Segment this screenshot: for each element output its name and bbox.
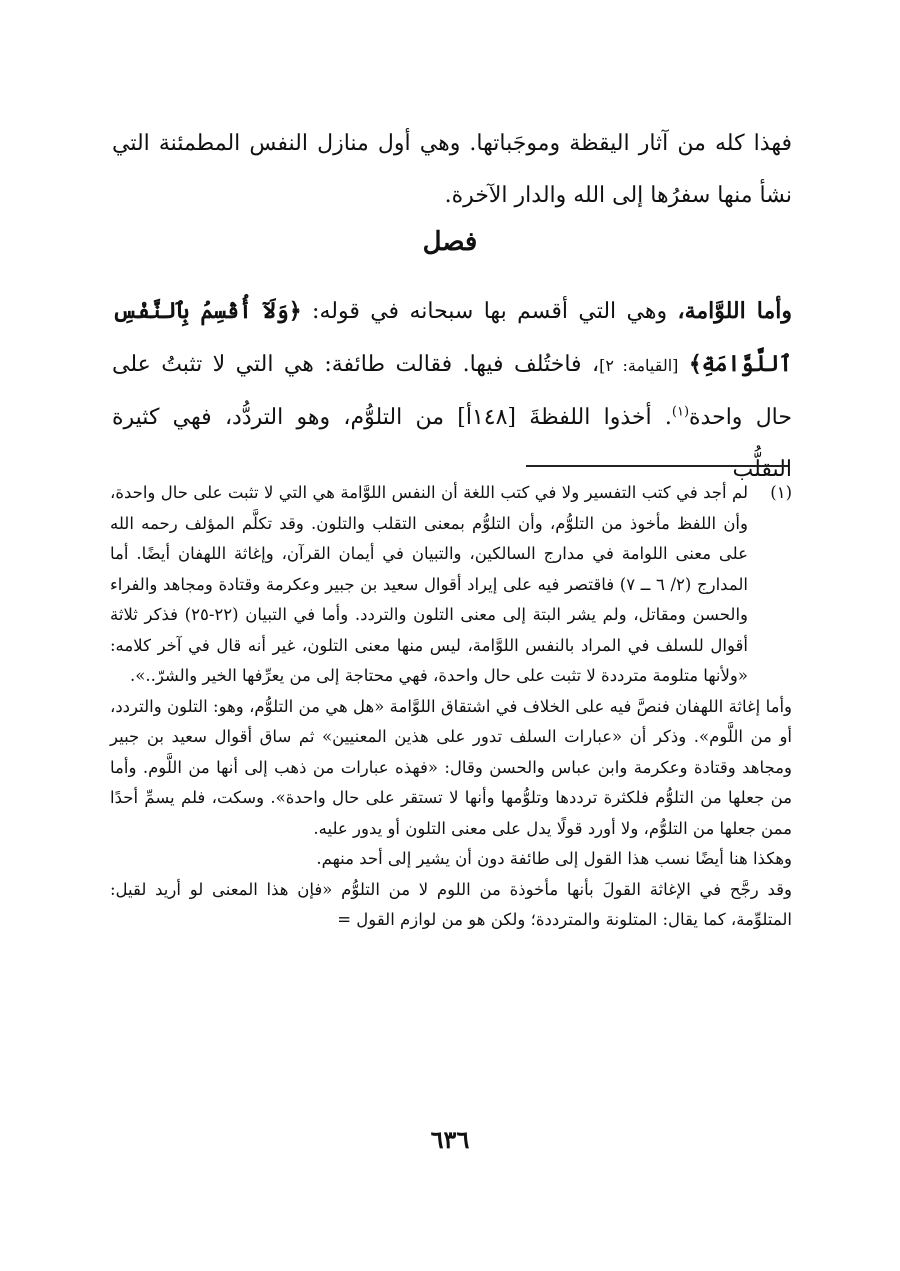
paragraph-text: ، فاختُلف فيها. فقالت طائفة: هي التي لا تثبتُ على حال واحدة	[112, 352, 792, 430]
footnote-number: (١)	[770, 483, 792, 502]
paragraph-text: . أخذوا اللفظةَ [١٤٨أ] من التلوُّم، وهو التردُّد، فهي كثيرة التقلُّب	[112, 405, 792, 482]
footnote-separator	[526, 465, 788, 467]
footnote-paragraph: لم أجد في كتب التفسير ولا في كتب اللغة أن النفس اللوَّامة هي التي لا تثبت على حال واحدة، وأن اللفظ مأخوذ من التلوُّم، وأن التلوُّم بمعنى التقلب والتلون. وقد تكلَّم المؤلف رحمه الله على معنى اللوامة في مدارج السالكين، والتبيان في أيمان القرآن، وإغاثة اللهفان أيضًا. أما المدارج (٢/ ٦ ــ ٧) فاقتصر فيه على إيراد أقوال سعيد بن جبير وعكرمة وقتادة ومجاهد والفراء والحسن ومقاتل، ولم يشر البتة إلى معنى التلون والتردد. وأما في التبيان (٢٢-٢٥) فذكر ثلاثة أقوال للسلف في المراد بالنفس اللوَّامة، ليس منها معنى التلون، غير أنه قال في آخر كلامه: «ولأنها متلومة مترددة لا تثبت على حال واحدة، فهي محتاجة إلى من يعرِّفها الخير والشرّ..».	[110, 483, 749, 685]
footnote	[110, 478, 792, 692]
footnotes	[110, 478, 792, 936]
page-number: ٦٣٦	[430, 1125, 470, 1154]
footnote-paragraph: وقد رجَّح في الإغاثة القولَ بأنها مأخوذة من اللوم لا من التلوُّم «فإن هذا المعنى لو أريد لقيل: المتلوِّمة، كما يقال: المتلونة والمترددة؛ ولكن هو من لوازم القول =	[110, 879, 792, 929]
footnote-reference[interactable]: (١)	[671, 404, 690, 420]
paragraph-text: وهي التي أقسم بها سبحانه في قوله:	[301, 299, 678, 324]
verse-citation: [القيامة: ٢]	[599, 356, 679, 375]
footnote-paragraph: وهكذا هنا أيضًا نسب هذا القول إلى طائفة دون أن يشير إلى أحد منهم.	[316, 849, 792, 868]
paragraph-lead: وأما اللوَّامة،	[677, 298, 792, 324]
quran-verse: ﴿وَلَآ أُقْسِمُ بِٱلنَّفْسِ ٱللَّوَّامَةِ﴾	[112, 298, 792, 377]
body-paragraph: فهذا كله من آثار اليقظة وموجَباتها. وهي أول منازل النفس المطمئنة التي نشأ منها سفرُها إلى الله والدار الآخرة.	[112, 131, 792, 208]
footnote-paragraph: وأما إغاثة اللهفان فنصَّ فيه على الخلاف في اشتقاق اللوَّامة «هل هي من التلوُّم، وهو: التلون والتردد، أو من اللَّوم». وذكر أن «عبارات السلف تدور على هذين المعنيين» ثم ساق أقوال سعيد بن جبير ومجاهد وقتادة وعكرمة وابن عباس والحسن وقال: «فهذه عبارات من ذهب إلى أنها من اللَّوم. وأما من جعلها من التلوُّم فلكثرة ترددها وتلوُّمها وأنها لا تستقر على حال واحدة». وسكت، فلم يسمِّ أحدًا ممن جعلها من التلوُّم، ولا أورد قولًا يدل على معنى التلون أو يدور عليه.	[110, 696, 792, 838]
section-heading: فصل	[422, 227, 478, 257]
